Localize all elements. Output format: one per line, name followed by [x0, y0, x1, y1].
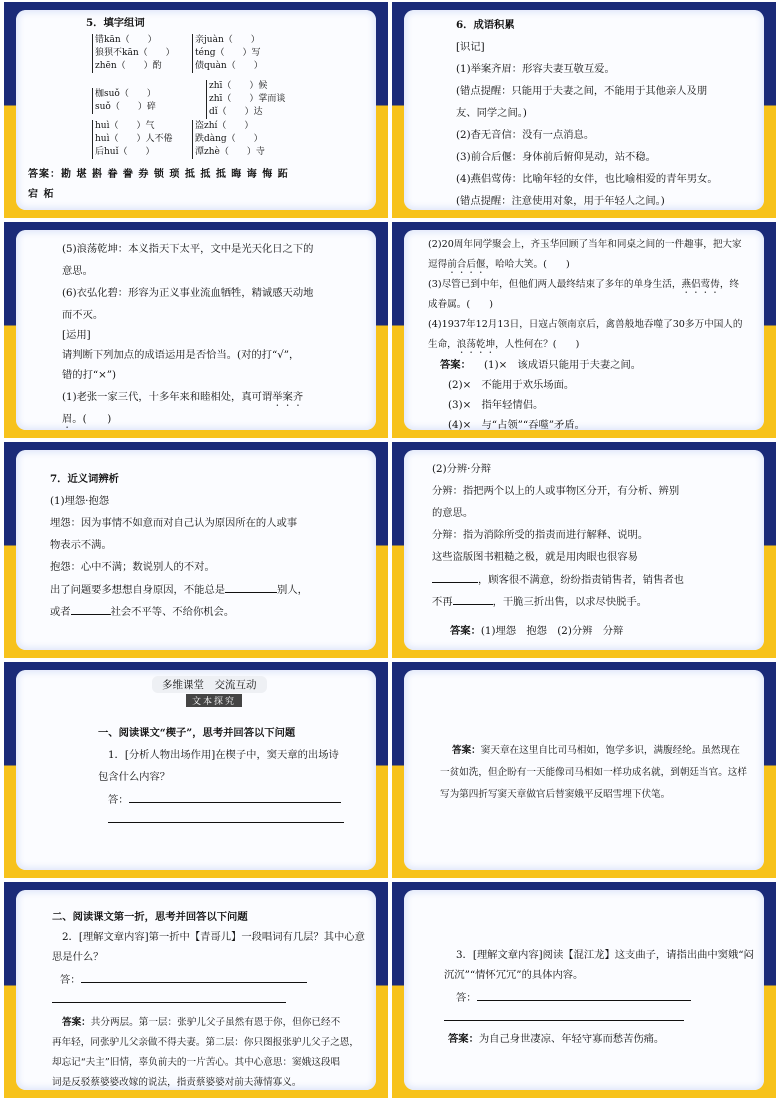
text-line: [识记] [456, 41, 485, 53]
word-item: zhī（ ）候 [209, 81, 268, 91]
answer-prompt [108, 812, 344, 827]
answer-text: 词是反驳蔡婆婆改嫁的说法，指责蔡婆婆对前夫薄情寡义。 [52, 1077, 302, 1088]
answer-prompt [444, 1010, 684, 1025]
section-title: 7．近义词辨析 [50, 473, 119, 485]
text-line: (6)衣弘化碧：形容为正义事业流血牺牲，精诚感天动地 [62, 287, 314, 299]
text-line: 而不灭。 [62, 309, 104, 321]
text-line: (2)20周年同学聚会上，齐玉华回顾了当年和同桌之间的一件趣事，把大家 [428, 239, 742, 250]
word-item: téng（ ）写 [195, 48, 261, 58]
text-line [428, 338, 579, 356]
question-text: 沉沉”“情怀冗冗”的具体内容。 [444, 969, 584, 981]
text-line: 埋怨：因为事情不如意而对自己认为原因所在的人或事 [50, 517, 298, 529]
text-span: 或者 [50, 606, 71, 618]
text-line: 分辨：指把两个以上的人或事物区分开，有分析、辨别 [432, 485, 680, 497]
text-span: 不再 [432, 596, 453, 608]
answer-text: 宕 柘 [28, 189, 55, 200]
word-group-6 [192, 120, 265, 159]
slide-9 [4, 882, 388, 1098]
question-text: 包含什么内容？ [98, 771, 171, 783]
word-group-5 [92, 120, 172, 159]
word-item: 债quàn（ ） [195, 61, 263, 71]
word-item: 狼狈不kān（ ） [95, 48, 175, 58]
question-text: 1．[分析人物出场作用]在楔子中，窦天章的出场诗 [108, 749, 339, 761]
word-item: zhī（ ）掌而谈 [209, 94, 286, 104]
text-line: 请判断下列加点的成语运用是否恰当。(对的打“√”， [62, 349, 300, 361]
text-line: (3)前合后偃：身体前后俯仰晃动，站不稳。 [456, 151, 656, 163]
answer-line [450, 624, 623, 638]
text-line: 的意思。 [432, 507, 474, 519]
answer-label: 答： [108, 794, 129, 806]
answer-label: 答案： [440, 359, 471, 371]
slide-card [16, 890, 376, 1090]
answer-text: 共分两层。第一层：张驴儿父子虽然有恩于你，但你已经不 [90, 1017, 341, 1028]
question-text: 思是什么？ [52, 951, 104, 963]
question-text: 2．[理解文章内容]第一折中【青哥儿】一段唱词有几层？其中心意 [62, 931, 365, 943]
text-span: (3)尽管已到中年，但他们两人最终结束了多年的单身生活， [428, 279, 682, 290]
word-item: dǐ（ ）达 [209, 107, 263, 117]
slide-7 [4, 662, 388, 878]
answer-prompt [456, 990, 691, 1005]
text-span: 别人， [277, 584, 308, 596]
dotted-idiom: 燕侣莺俦 [681, 279, 720, 290]
answer-text: 却忘记“夫主”旧情，辜负前夫的一片苦心。其中心意思：窦娥这段唱 [52, 1057, 341, 1068]
answer-item: (1)× 该成语只能用于夫妻之间。 [484, 359, 642, 371]
answer-item: (3)× 指年轻情侣。 [448, 399, 544, 411]
text-line: (4)燕侣莺俦：比喻年轻的女伴，也比喻相爱的青年男女。 [456, 173, 718, 185]
answer-text: (1)埋怨 抱怨 (2)分辨 分辩 [480, 625, 624, 637]
slide-card [404, 890, 764, 1090]
text-span: ，人性何在？( ) [495, 339, 580, 350]
answer-label: 答案： [28, 169, 61, 180]
answer-text: 窦天章在这里自比司马相如，饱学多识，满腹经纶。虽然现在 [480, 745, 740, 756]
word-item: suǒ（ ）碎 [95, 102, 156, 112]
answer-line [452, 744, 740, 758]
slide-card [16, 670, 376, 870]
slide-6 [392, 442, 776, 658]
answer-label: 答： [456, 992, 477, 1004]
word-item: 潭zhè（ ）寺 [195, 147, 265, 157]
answer-line [28, 168, 289, 182]
text-line: 物表示不满。 [50, 539, 112, 551]
slide-10 [392, 882, 776, 1098]
fill-blank[interactable] [453, 594, 493, 605]
word-item: 错kān（ ） [95, 35, 157, 45]
text-line: (1)举案齐眉：形容夫妻互敬互爱。 [456, 63, 615, 75]
text-span: ，顾客很不满意，纷纷指责销售者，销售者也 [478, 574, 684, 586]
answer-prompt [60, 972, 307, 987]
text-line [50, 604, 234, 619]
answer-blank[interactable] [444, 1010, 684, 1021]
text-line: (2)分辨·分辩 [432, 463, 492, 475]
slide-1 [4, 2, 388, 218]
answer-label: 答案： [450, 625, 481, 637]
answer-text: 勘 堪 斟 眷 誊 券 锁 琐 抵 抵 抵 晦 诲 悔 跖 [61, 169, 289, 180]
word-item: 后huǐ（ ） [95, 147, 155, 157]
slide-8 [392, 662, 776, 878]
text-line [428, 258, 570, 276]
slide-card [404, 10, 764, 210]
word-group-4 [206, 80, 285, 119]
word-item: huì（ ）气 [95, 121, 155, 131]
text-line: (5)浪荡乾坤：本义指天下太平，文中是光天化日之下的 [62, 243, 314, 255]
section-banner: 多维课堂 交流互动 [152, 676, 267, 693]
question-heading: 二、阅读课文第一折，思考并回答以下问题 [52, 911, 248, 923]
text-span: 逗得 [428, 259, 448, 270]
slide-card [16, 10, 376, 210]
question-heading: 一、阅读课文“楔子”，思考并回答以下问题 [98, 727, 296, 739]
fill-blank[interactable] [225, 582, 277, 593]
word-item: huì（ ）人不倦 [95, 134, 173, 144]
dotted-idiom: 举案齐 [272, 391, 304, 403]
text-line [432, 572, 684, 587]
text-line: 错的打“×”) [62, 369, 117, 381]
dotted-idiom: 眉 [62, 413, 73, 425]
section-title: 6．成语积累 [456, 19, 515, 31]
word-item: 跌dàng（ ） [195, 134, 263, 144]
text-line: 意思。 [62, 265, 93, 277]
slide-3 [4, 222, 388, 438]
answer-blank[interactable] [52, 992, 286, 1003]
text-line: (错点提醒：注意使用对象，用于年轻人之间。) [456, 195, 665, 207]
text-line [62, 412, 111, 430]
word-group-1 [92, 34, 175, 73]
answer-blank[interactable] [477, 990, 691, 1001]
answer-line [62, 1016, 340, 1030]
answer-item: (2)× 不能用于欢乐场面。 [448, 379, 575, 391]
fill-blank[interactable] [432, 572, 478, 583]
text-line [432, 594, 647, 609]
word-group-3 [92, 88, 156, 114]
answer-blank[interactable] [129, 792, 341, 803]
text-span: 。( ) [72, 413, 112, 425]
answer-label: 答案： [62, 1017, 91, 1028]
answer-text: 再年轻，同张驴儿父亲做不得夫妻。第二层：你只图报张驴儿父子之恩， [52, 1037, 359, 1048]
text-line: 成眷属。( ) [428, 299, 494, 310]
slide-4 [392, 222, 776, 438]
answer-text: 为自己身世凄凉、年轻守寡而愁苦伤痛。 [478, 1033, 665, 1045]
text-line: 这些盗版图书粗糙之极，就是用肉眼也很容易 [432, 551, 638, 563]
answer-prompt [108, 792, 341, 807]
text-span: 生命， [428, 339, 457, 350]
answer-item: (4)× 与“占领”“吞噬”矛盾。 [448, 419, 585, 430]
text-line: 分辩：指为消除所受的指责而进行解释、说明。 [432, 529, 649, 541]
word-item: 盗zhí（ ） [195, 121, 254, 131]
text-span: 社会不平等、不给你机会。 [110, 606, 235, 618]
slide-card [404, 450, 764, 650]
slide-card [16, 450, 376, 650]
word-item: zhēn（ ）酌 [95, 61, 162, 71]
text-span: (1)老张一家三代，十多年来和睦相处，真可谓 [62, 391, 273, 403]
dotted-idiom: 浪荡乾坤 [456, 339, 496, 350]
slide-2 [392, 2, 776, 218]
section-tag: 文本探究 [186, 694, 242, 707]
text-line: 友、同学之间。) [456, 107, 527, 119]
answer-blank[interactable] [81, 972, 307, 983]
fill-blank[interactable] [71, 604, 111, 615]
slide-card [404, 670, 764, 870]
word-item: 亲juàn（ ） [195, 35, 260, 45]
question-text: 3．[理解文章内容]阅读【混江龙】这支曲子，请指出曲中窦娥“闷 [456, 949, 754, 961]
text-span: ，哈哈大笑。( ) [485, 259, 570, 270]
answer-label: 答： [60, 974, 81, 986]
text-line: 抱怨：心中不满；数说别人的不对。 [50, 561, 215, 573]
answer-label: 答案： [452, 745, 481, 756]
section-title: 5．填字组词 [86, 17, 145, 29]
answer-blank[interactable] [108, 812, 344, 823]
text-line: [运用] [62, 329, 91, 341]
text-line: (1)埋怨·抱怨 [50, 495, 110, 507]
text-line: (2)杳无音信：没有一点消息。 [456, 129, 595, 141]
answer-line [448, 1032, 664, 1046]
answer-text: 写为第四折写窦天章做官后替窦娥平反昭雪埋下伏笔。 [440, 789, 671, 800]
answer-text: 一贫如洗，但企盼有一天能像司马相如一样功成名就，到朝廷当官。这样 [440, 767, 747, 778]
text-line [428, 278, 739, 296]
text-span: ，干脆三折出售，以求尽快脱手。 [492, 596, 648, 608]
word-group-2 [192, 34, 263, 73]
text-line [62, 390, 303, 409]
dotted-idiom: 前合后偃 [447, 259, 486, 270]
text-span: ，终 [719, 279, 739, 290]
text-line: (4)1937年12月13日，日寇占领南京后，禽兽般地吞噬了30多万中国人的 [428, 319, 743, 330]
slide-card [404, 230, 764, 430]
slide-5 [4, 442, 388, 658]
answer-label: 答案： [448, 1033, 479, 1045]
text-span: 出了问题要多想想自身原因，不能总是 [50, 584, 226, 596]
slide-card [16, 230, 376, 430]
text-line [50, 582, 308, 597]
word-item: 枷suǒ（ ） [95, 89, 156, 99]
answer-prompt [52, 992, 286, 1007]
text-line: (错点提醒：只能用于夫妻之间，不能用于其他亲人及朋 [456, 85, 708, 97]
